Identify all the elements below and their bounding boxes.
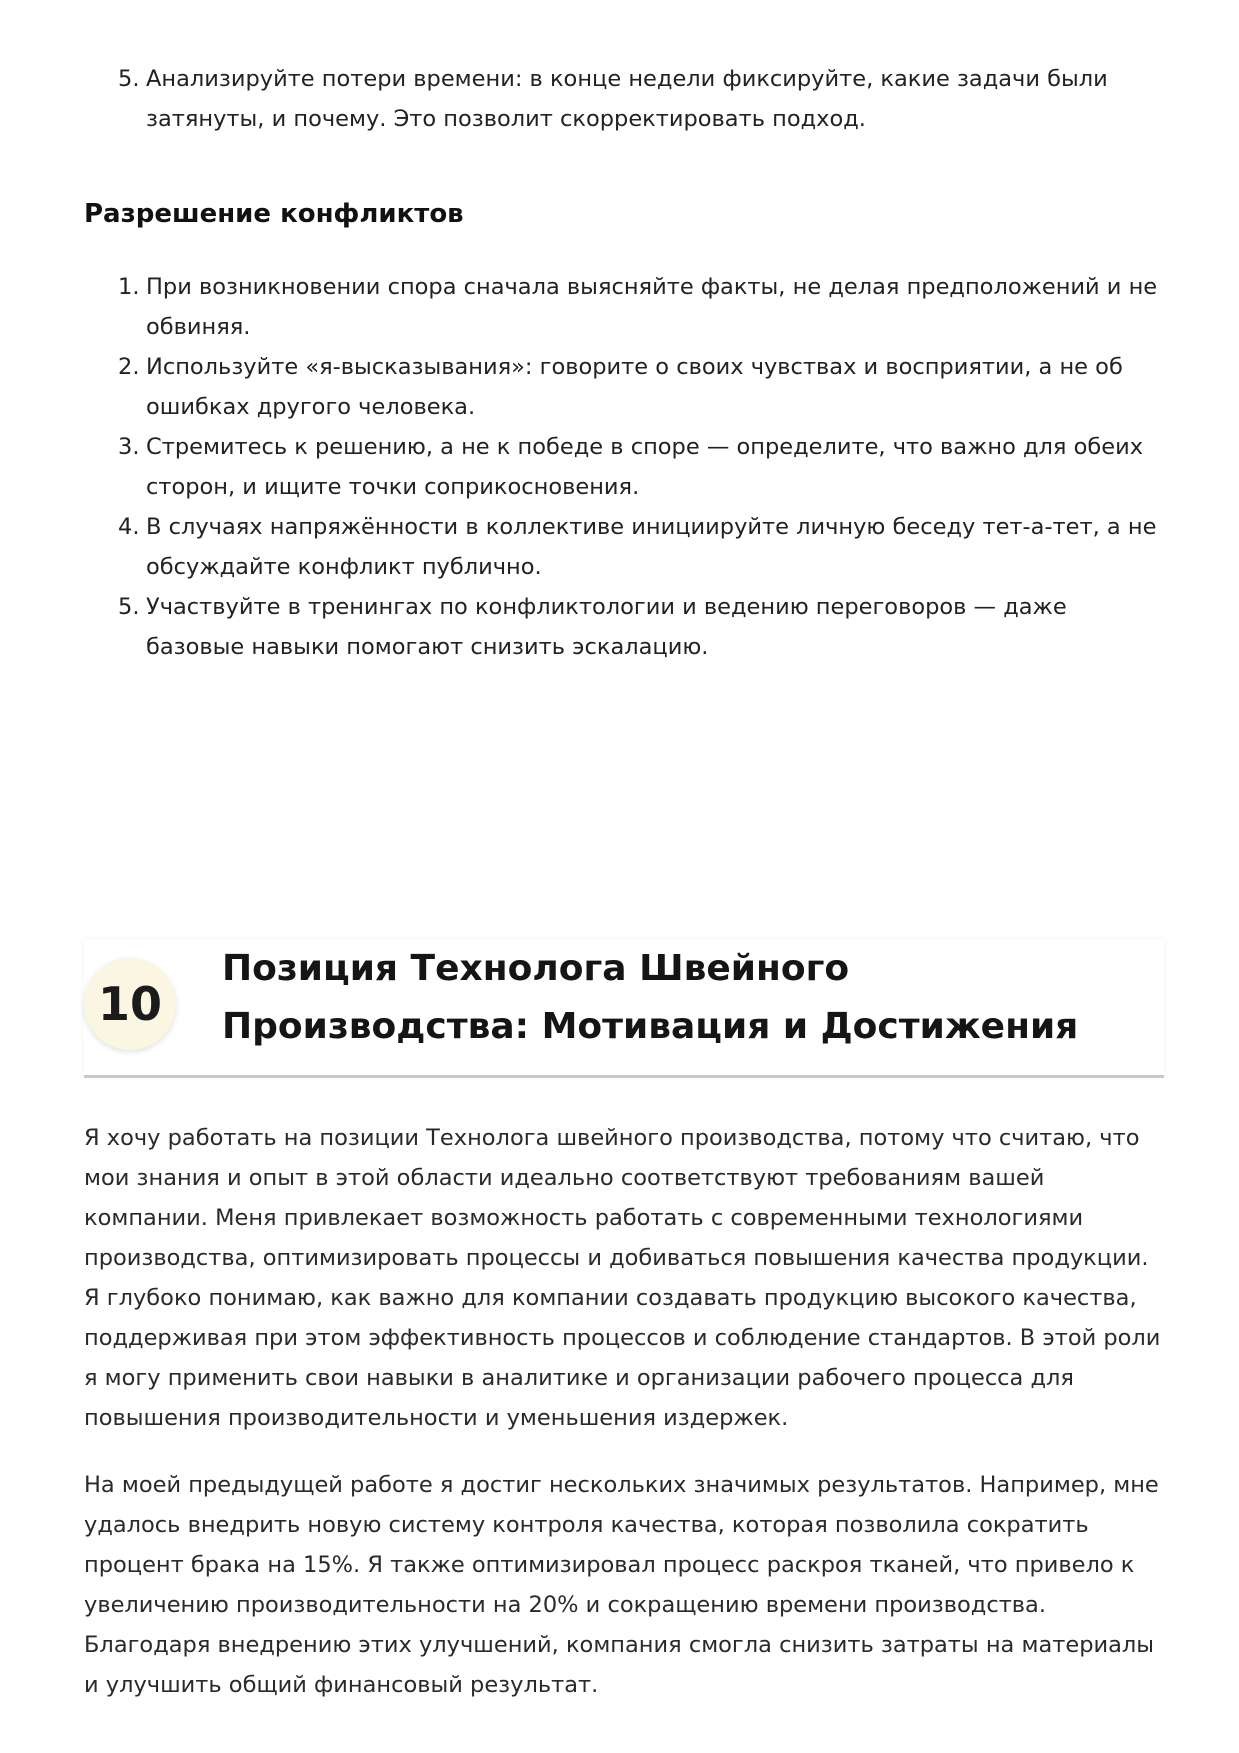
list-item-number: 5. (118, 66, 140, 92)
list-item-text: Используйте «я-высказывания»: говорите о своих чувствах и восприятии, а не об ошибках другого человека. (146, 354, 1123, 420)
list-item (84, 347, 1164, 427)
list-item-number: 3. (118, 434, 140, 460)
list-item-number: 5. (118, 594, 140, 620)
list-item-text: В случаях напряжённости в коллективе инициируйте личную беседу тет-а-тет, а не обсуждайте конфликт публично. (146, 514, 1157, 580)
list-item-text: Анализируйте потери времени: в конце недели фиксируйте, какие задачи были затянуты, и почему. Это позволит скорректировать подход. (146, 66, 1108, 132)
conflict-resolution-list (84, 267, 1164, 667)
chapter-header (84, 940, 1164, 1078)
list-item (84, 267, 1164, 347)
chapter-number-badge: 10 (84, 958, 176, 1050)
body-paragraph: Я хочу работать на позиции Технолога швейного производства, потому что считаю, что мои знания и опыт в этой области идеально соответствуют требованиям вашей компании. Меня привлекает возможность работать с современными технологиями производства, оптимизировать процессы и добиваться повышения качества продукции. Я глубоко понимаю, как важно для компании создавать продукцию высокого качества, поддерживая при этом эффективность процессов и соблюдение стандартов. В этой роли я могу применить свои навыки в аналитике и организации рабочего процесса для повышения производительности и уменьшения издержек. (84, 1125, 1161, 1431)
time-management-list (84, 59, 1164, 139)
list-item-text: Стремитесь к решению, а не к победе в споре — определите, что важно для обеих сторон, и ищите точки соприкосновения. (146, 434, 1144, 500)
list-item (84, 59, 1164, 139)
list-item-text: При возникновении спора сначала выясняйте факты, не делая предположений и не обвиняя. (146, 274, 1158, 340)
body-paragraph: На моей предыдущей работе я достиг нескольких значимых результатов. Например, мне удалось внедрить новую систему контроля качества, которая позволила сократить процент брака на 15%. Я также оптимизировал процесс раскроя тканей, что привело к увеличению производительности на 20% и сокращению времени производства. Благодаря внедрению этих улучшений, компания смогла снизить затраты на материалы и улучшить общий финансовый результат. (84, 1472, 1159, 1698)
list-item-number: 2. (118, 354, 140, 380)
section-heading-conflicts: Разрешение конфликтов (84, 199, 464, 229)
list-item-text: Участвуйте в тренингах по конфликтологии и ведению переговоров — даже базовые навыки помогают снизить эскалацию. (146, 594, 1067, 660)
list-item (84, 427, 1164, 507)
list-item-number: 4. (118, 514, 140, 540)
chapter-title: Позиция Технолога Швейного Производства: Мотивация и Достижения (222, 948, 1079, 1047)
list-item-number: 1. (118, 274, 140, 300)
list-item (84, 587, 1164, 667)
list-item (84, 507, 1164, 587)
